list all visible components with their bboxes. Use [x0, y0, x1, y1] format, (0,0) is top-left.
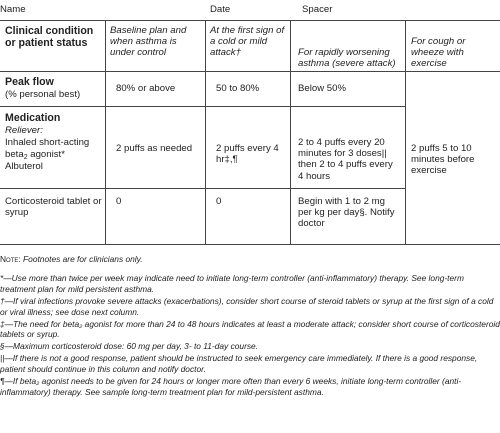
med-baseline: 2 puffs as needed: [116, 143, 193, 154]
footnote: ||—If there is not a good response, patient should be instructed to seek emergency care immediately. If there is a good response, patient should continue in this column and notify doctor.: [0, 353, 478, 375]
med-cold: 2 puffs every 4 hr‡,¶: [216, 143, 279, 166]
col-header-exercise: For cough or wheeze with exercise: [411, 36, 466, 70]
peak-flow-baseline: 80% or above: [116, 83, 176, 94]
cortico-baseline: 0: [116, 196, 122, 207]
col-header-cold: At the first sign of a cold or mild attack†: [210, 25, 285, 59]
footnote: †—If viral infections provoke severe attacks (exacerbations), consider short course of steroid tablets or syrup at the first sign of a cold or viral illness; see dose next column.: [0, 295, 494, 317]
footnotes: [0, 254, 500, 399]
name-label: Name: [0, 4, 26, 15]
form-header: [0, 4, 500, 18]
spacer-label: Spacer: [302, 4, 333, 15]
row-divider: [0, 71, 500, 72]
footnote: ¶—If beta₂ agonist needs to be given for 24 hours or longer more often than every 6 weeks, initiate long-term controller (anti-inflammatory) therapy. See sample long-term treatment plan for mild-persistent asthma.: [0, 376, 462, 397]
footnote-title: Note: Footnotes are for clinicians only.: [0, 254, 143, 264]
col-divider: [205, 20, 206, 244]
cortico-cold: 0: [216, 196, 222, 207]
col-header-severe: For rapidly worsening asthma (severe attack): [298, 47, 396, 70]
peak-flow-label: Peak flow: [5, 76, 54, 88]
medication-label: Medication: [5, 112, 61, 124]
date-label: Date: [210, 4, 231, 15]
col-divider: [290, 20, 291, 244]
bottom-rule: [0, 244, 500, 245]
merged-cell-mask: [406, 187, 500, 189]
med-severe: 2 to 4 puffs every 20 minutes for 3 doses|| then 2 to 4 puffs every 4 hours: [298, 137, 393, 182]
drug-line-3: Albuterol: [5, 161, 43, 172]
top-rule: [0, 20, 500, 21]
col-header-condition: Clinical condition or patient status: [5, 25, 94, 49]
cortico-severe: Begin with 1 to 2 mg per kg per day§. Notify doctor: [298, 196, 395, 230]
peak-flow-severe: Below 50%: [298, 83, 346, 94]
peak-flow-sublabel: (% personal best): [5, 89, 81, 100]
drug-line-1: Inhaled short-acting: [5, 137, 90, 148]
cortico-label: Corticosteroid tablet or syrup: [5, 196, 102, 219]
med-exercise: 2 puffs 5 to 10 minutes before exercise: [411, 143, 475, 177]
col-divider: [105, 20, 106, 244]
footnote: *—Use more than twice per week may indicate need to initiate long-term controller (anti-inflammatory) therapy. See long-term treatment plan for mild persistent asthma.: [0, 272, 464, 294]
drug-line-2: beta$_2$ agonist*: [5, 149, 65, 161]
peak-flow-cold: 50 to 80%: [216, 83, 260, 94]
footnote: §—Maximum corticosteroid dose: 60 mg per day, 3- to 11-day course.: [0, 341, 259, 352]
reliever-label: Reliever:: [5, 125, 43, 136]
col-header-baseline: Baseline plan and when asthma is under control: [110, 25, 187, 59]
row-divider: [0, 188, 405, 189]
footnote: ‡—The need for beta₂ agonist for more than 24 to 48 hours indicates at least a moderate attack; consider short course of corticosteroid tablets or syrup.: [0, 318, 500, 340]
